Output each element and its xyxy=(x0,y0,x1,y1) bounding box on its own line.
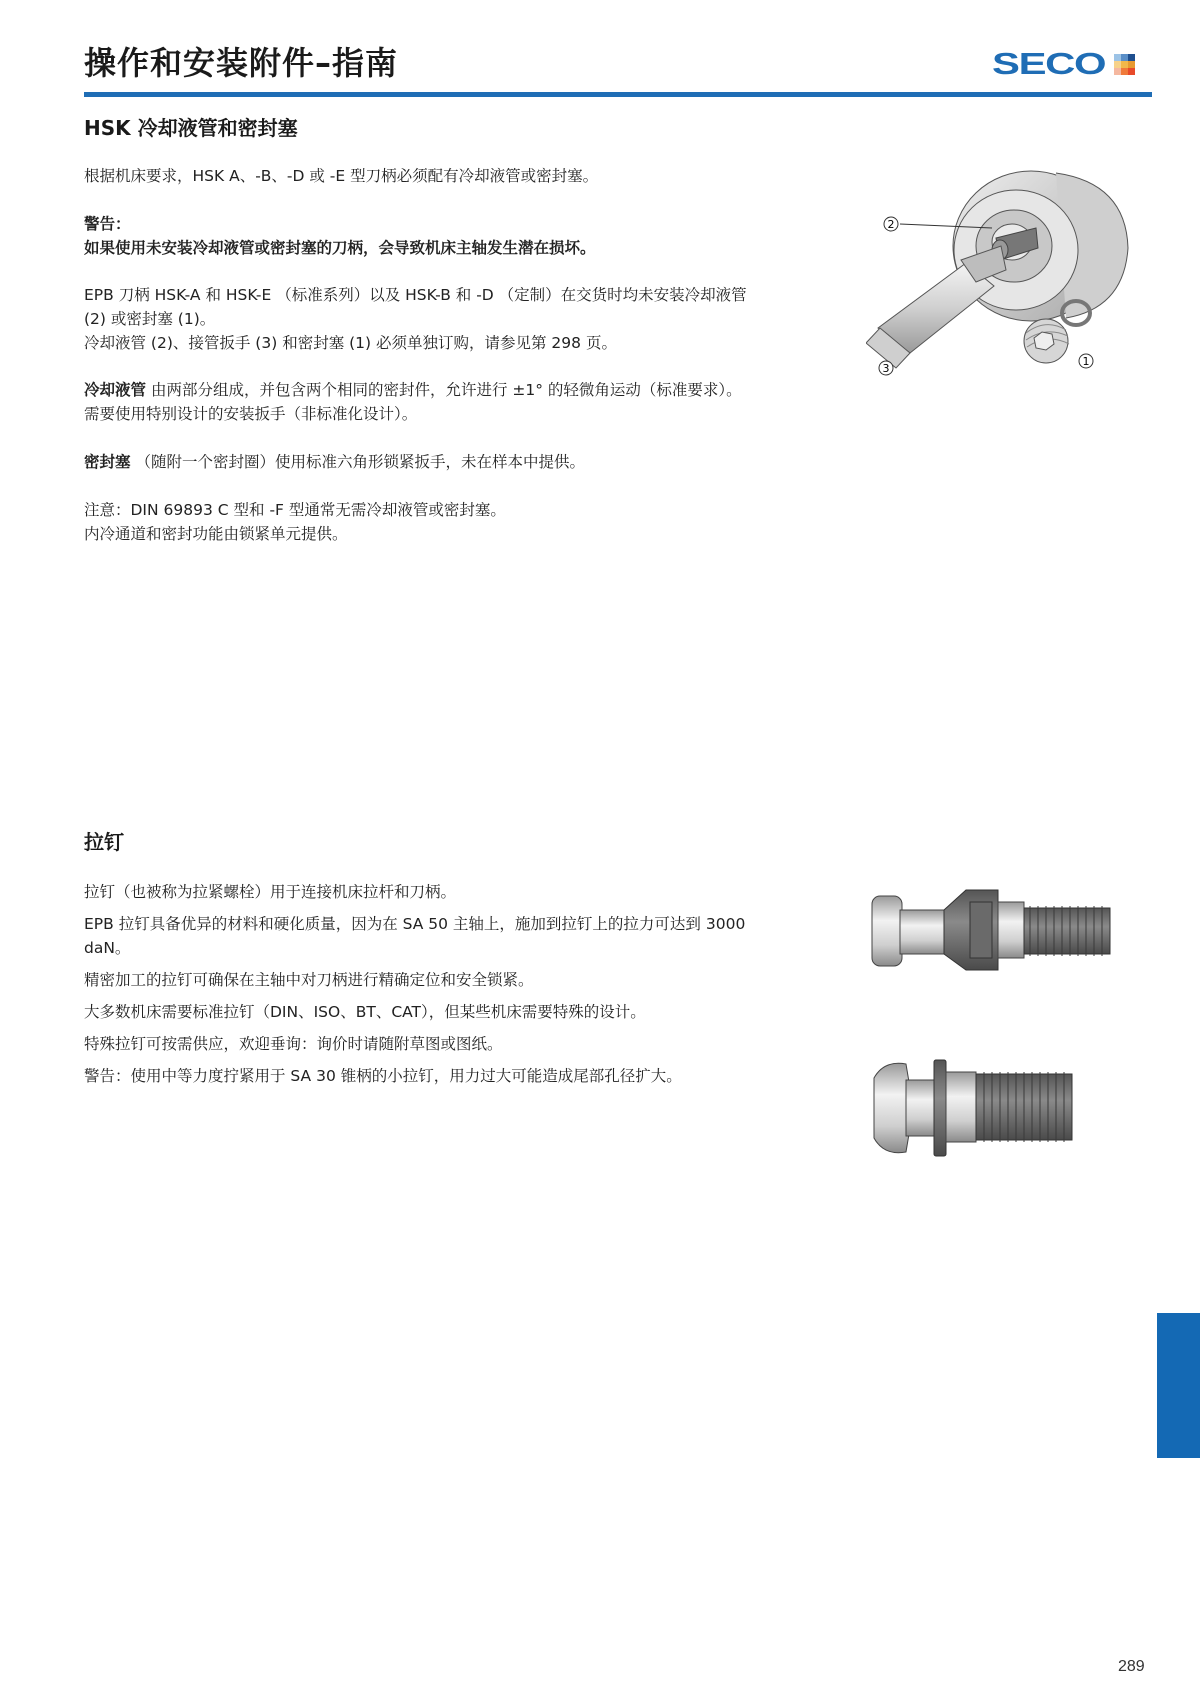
header-divider xyxy=(84,92,1152,97)
coolant-tube-desc: 由两部分组成，并包含两个相同的密封件，允许进行 ±1° 的轻微角运动（标准要求）。 xyxy=(146,381,742,399)
delivery-line-1: EPB 刀柄 HSK-A 和 HSK-E （标准系列）以及 HSK-B 和 -D （定制）在交货时均未安装冷却液管 xyxy=(84,286,747,304)
callout-2-label: 2 xyxy=(887,218,895,231)
chapter-tab-marker xyxy=(1157,1313,1200,1458)
section-heading-hsk: HSK 冷却液管和密封塞 xyxy=(84,116,298,140)
section-heading-pull-stud: 拉钉 xyxy=(84,830,124,854)
note-line-1: 注意：DIN 69893 C 型和 -F 型通常无需冷却液管或密封塞。 xyxy=(84,501,506,519)
note-line-2: 内冷通道和密封功能由锁紧单元提供。 xyxy=(84,525,348,543)
hsk-intro-text: 根据机床要求，HSK A、-B、-D 或 -E 型刀柄必须配有冷却液管或密封塞。 xyxy=(84,167,599,185)
pull-stud-paragraphs xyxy=(84,880,874,1088)
delivery-line-2: (2) 或密封塞 (1)。 xyxy=(84,310,216,328)
sealing-plug-term: 密封塞 xyxy=(84,453,131,471)
pull-stud-large-illustration xyxy=(870,888,1120,972)
coolant-tube-paragraph xyxy=(84,378,884,426)
hsk-coolant-tube-illustration xyxy=(866,168,1146,378)
coolant-tube-line-2: 需要使用特别设计的安装扳手（非标准化设计）。 xyxy=(84,405,418,423)
hsk-warning-block xyxy=(84,212,844,260)
page-title: 操作和安装附件–指南 xyxy=(84,44,399,82)
pull-stud-line-1: 拉钉（也被称为拉紧螺栓）用于连接机床拉杆和刀柄。 xyxy=(84,883,457,901)
pull-stud-line-6: 特殊拉钉可按需供应，欢迎垂询：询价时请随附草图或图纸。 xyxy=(84,1035,503,1053)
sealing-plug-desc: （随附一个密封圈）使用标准六角形锁紧扳手，未在样本中提供。 xyxy=(130,453,585,471)
hsk-intro-paragraph xyxy=(84,164,844,188)
page-number: 289 xyxy=(1118,1658,1145,1675)
callout-3-label: 3 xyxy=(882,362,890,375)
coolant-tube-term: 冷却液管 xyxy=(84,381,147,399)
pull-stud-line-2: EPB 拉钉具备优异的材料和硬化质量，因为在 SA 50 主轴上，施加到拉钉上的拉力可达到 3000 xyxy=(84,915,746,933)
seco-logo xyxy=(992,46,1135,82)
warning-label: 警告： xyxy=(84,215,131,233)
hsk-delivery-paragraph xyxy=(84,283,874,355)
pull-stud-line-5: 大多数机床需要标准拉钉（DIN、ISO、BT、CAT），但某些机床需要特殊的设计。 xyxy=(84,1003,646,1021)
note-paragraph xyxy=(84,498,844,546)
pull-stud-small-illustration xyxy=(870,1058,1080,1158)
pull-stud-line-4: 精密加工的拉钉可确保在主轴中对刀柄进行精确定位和安全锁紧。 xyxy=(84,971,534,989)
delivery-line-3: 冷却液管 (2)、接管扳手 (3) 和密封塞 (1) 必须单独订购，请参见第 298 页。 xyxy=(84,334,617,352)
callout-1-label: 1 xyxy=(1082,355,1090,368)
warning-text: 如果使用未安装冷却液管或密封塞的刀柄，会导致机床主轴发生潜在损坏。 xyxy=(84,239,596,257)
logo-text: SECO xyxy=(992,46,1106,81)
logo-mark-icon xyxy=(1114,54,1135,75)
pull-stud-line-3: daN。 xyxy=(84,939,131,957)
sealing-plug-paragraph xyxy=(84,450,844,474)
pull-stud-warning: 警告：使用中等力度拧紧用于 SA 30 锥柄的小拉钉，用力过大可能造成尾部孔径扩大。 xyxy=(84,1067,682,1085)
